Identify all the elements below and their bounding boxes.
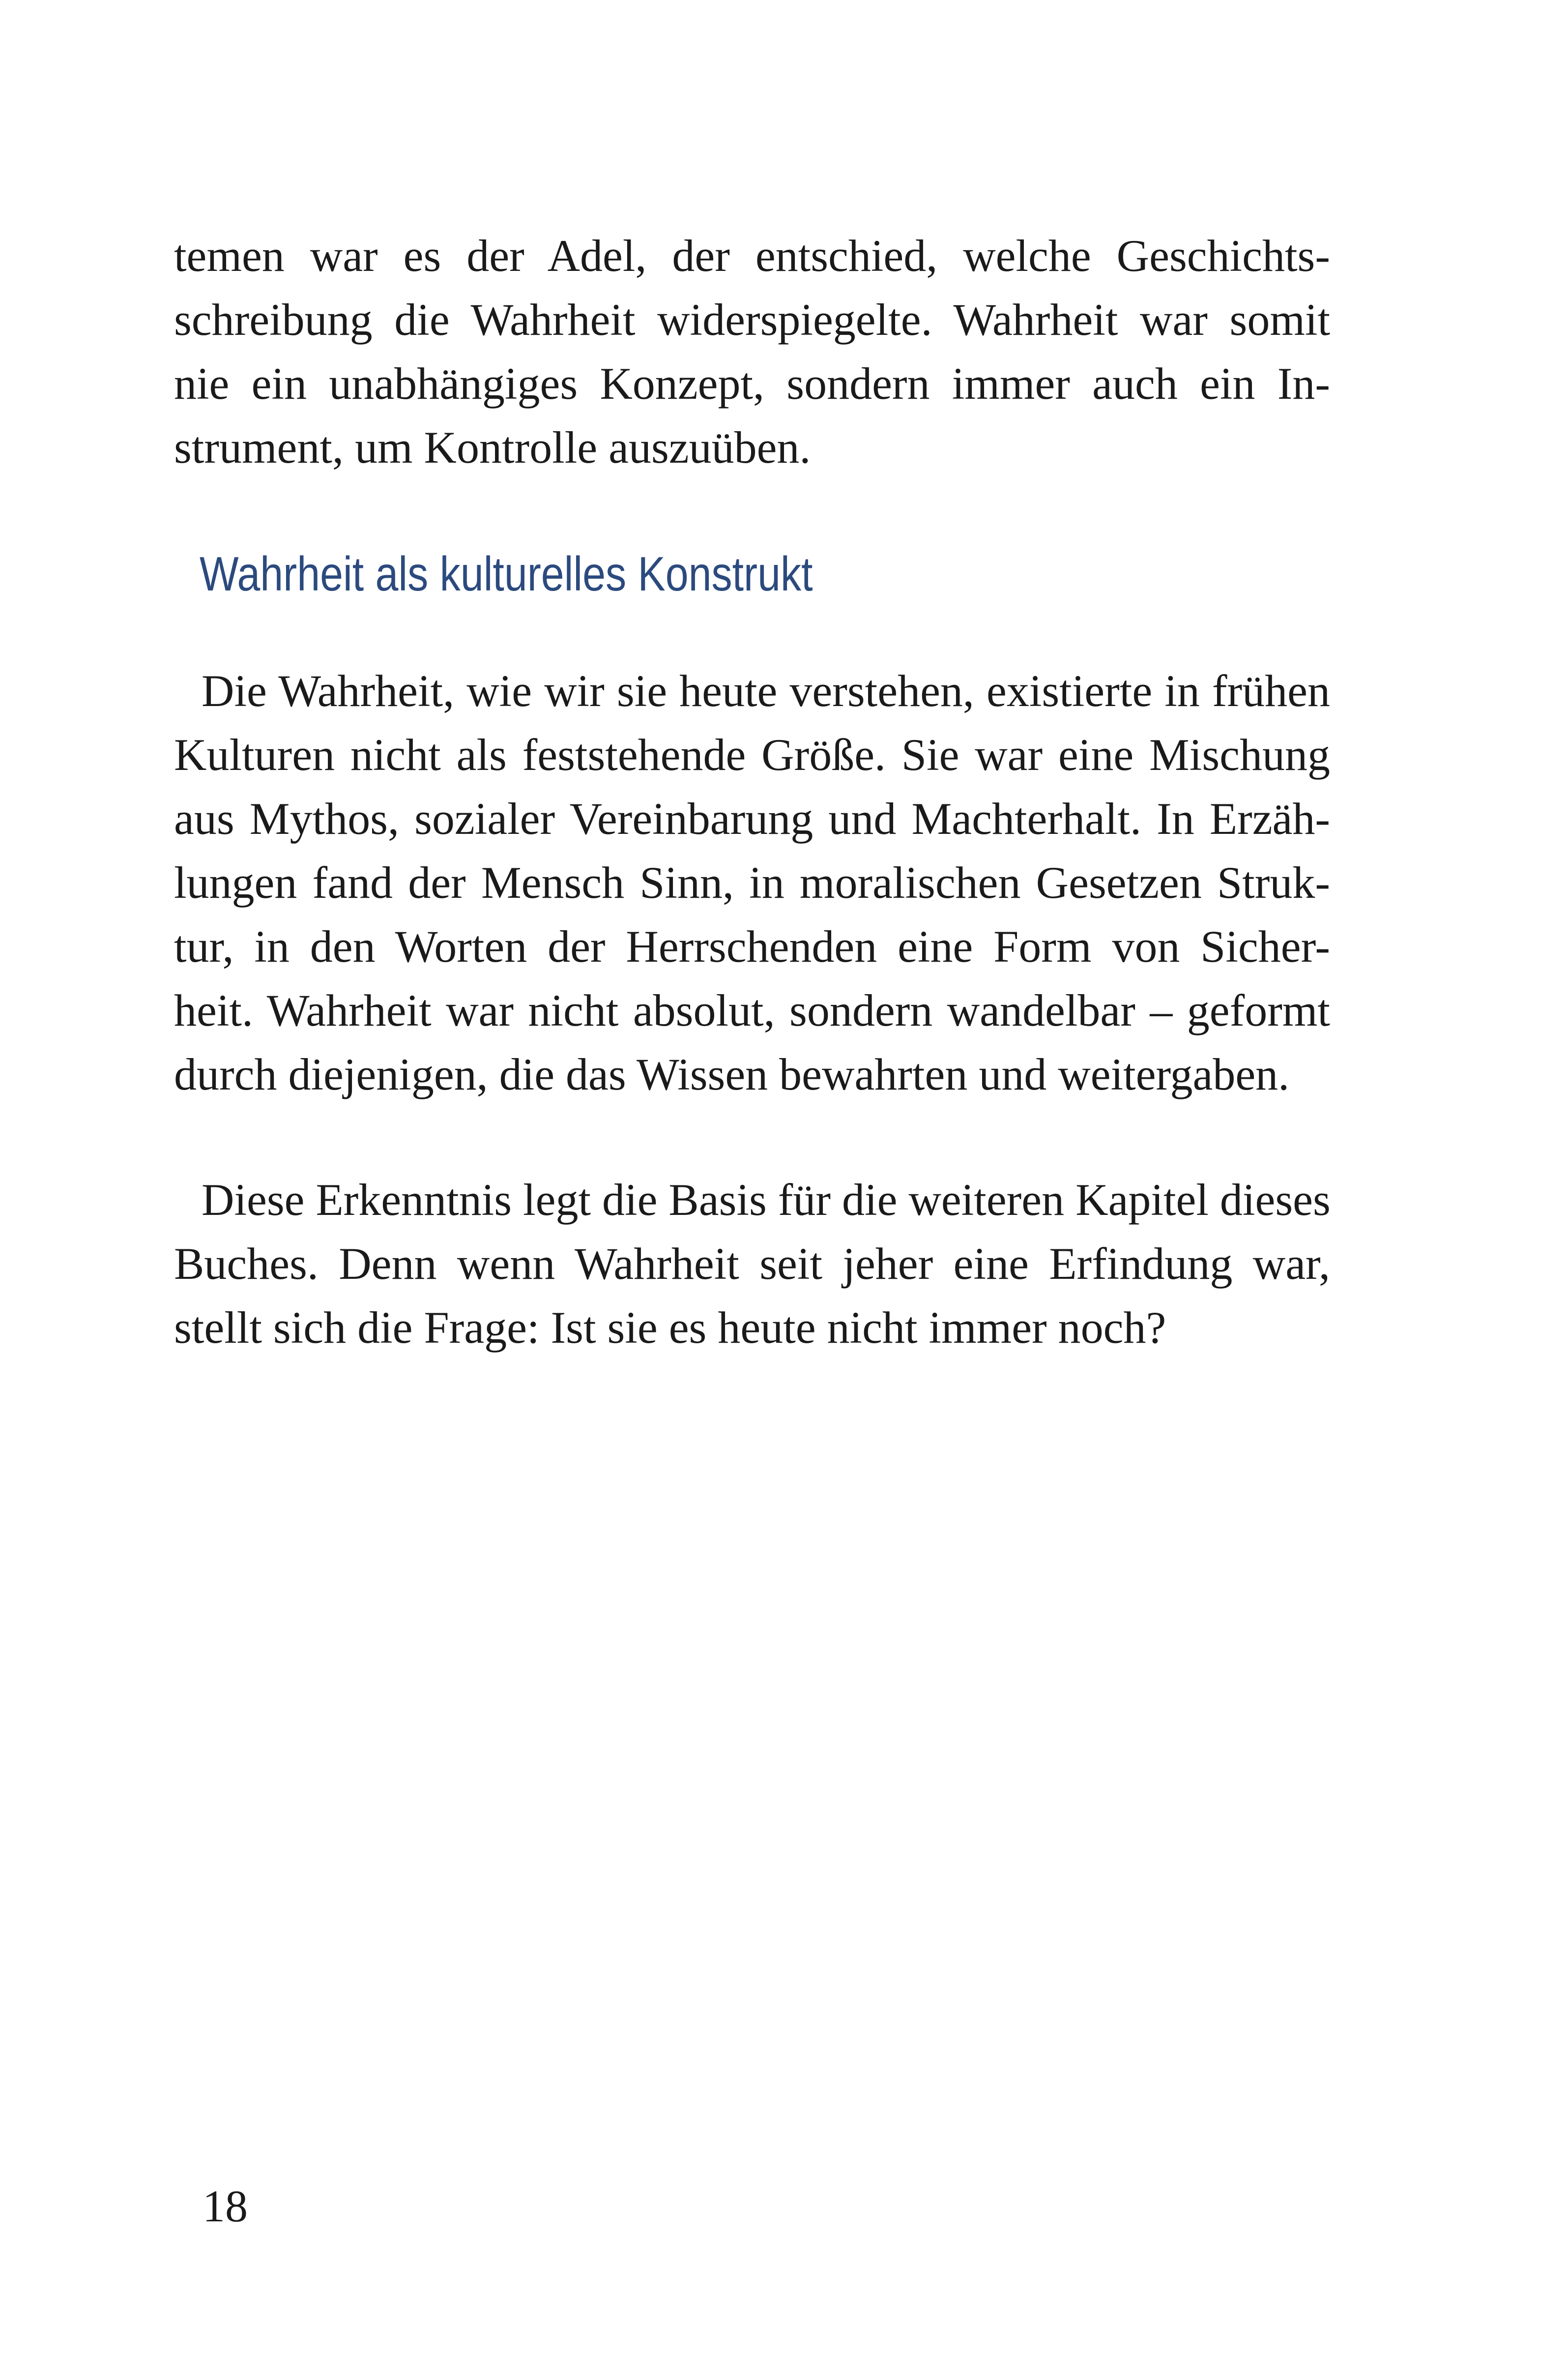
text-line: Buches. Denn wenn Wahrheit seit jeher eine Erfindung war,: [174, 1239, 1330, 1289]
text-line: aus Mythos, sozialer Vereinbarung und Machterhalt. In Erzäh-: [174, 794, 1330, 844]
section-heading: Wahrheit als kulturelles Konstrukt: [200, 547, 813, 601]
text-line: strument, um Kontrolle auszuüben.: [174, 422, 811, 472]
text-line: Diese Erkenntnis legt die Basis für die weiteren Kapitel dieses: [202, 1175, 1331, 1225]
text-line: heit. Wahrheit war nicht absolut, sondern wandelbar – geformt: [174, 985, 1330, 1035]
text-line: tur, in den Worten der Herrschenden eine Form von Sicher-: [174, 921, 1330, 972]
text-line: stellt sich die Frage: Ist sie es heute nicht immer noch?: [174, 1302, 1166, 1353]
text-line: Die Wahrheit, wie wir sie heute verstehen, existierte in frühen: [202, 666, 1330, 716]
text-line: Kulturen nicht als feststehende Größe. Sie war eine Mischung: [174, 730, 1330, 780]
page-number: 18: [203, 2181, 248, 2231]
text-line: durch diejenigen, die das Wissen bewahrten und weitergaben.: [174, 1049, 1290, 1099]
text-line: lungen fand der Mensch Sinn, in moralischen Gesetzen Struk-: [174, 857, 1330, 908]
text-line: temen war es der Adel, der entschied, welche Geschichts-: [174, 231, 1330, 281]
text-line: nie ein unabhängiges Konzept, sondern immer auch ein In-: [174, 358, 1330, 409]
text-line: schreibung die Wahrheit widerspiegelte. Wahrheit war somit: [174, 295, 1330, 345]
